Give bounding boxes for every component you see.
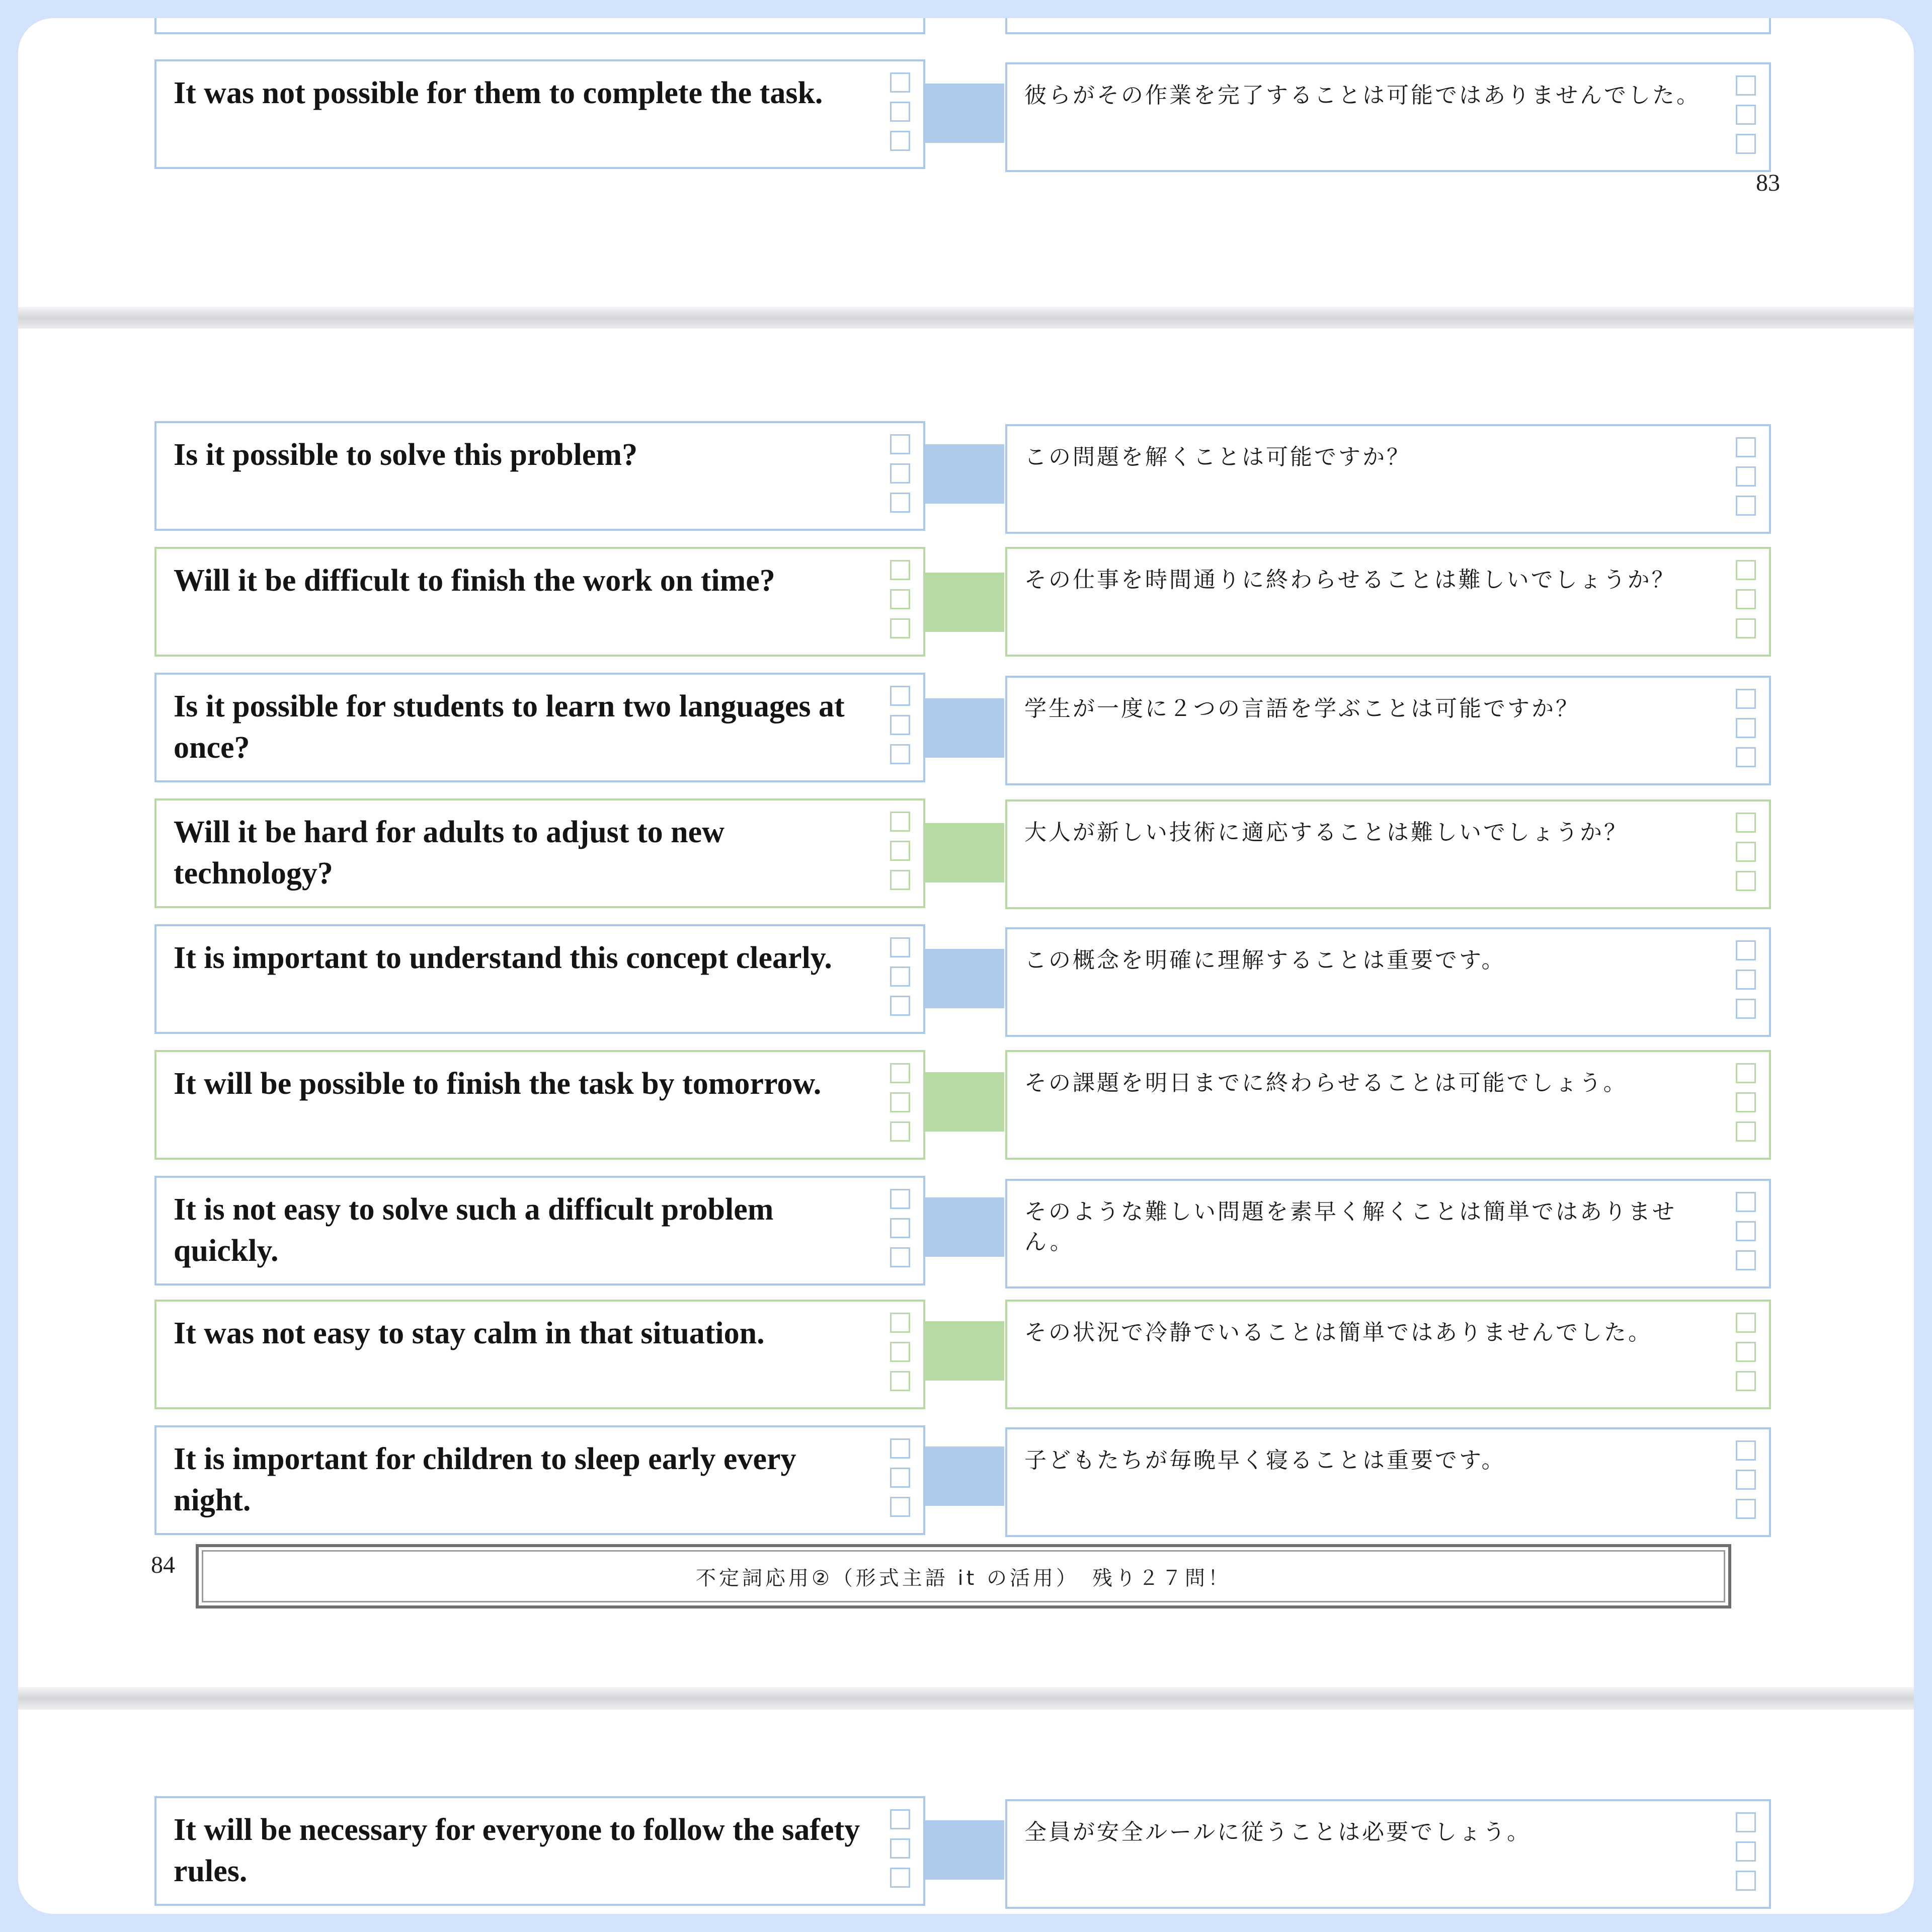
check-box[interactable] (1736, 1192, 1756, 1212)
connector (925, 84, 1005, 143)
check-box[interactable] (1736, 1313, 1756, 1333)
check-box[interactable] (1736, 1221, 1756, 1241)
check-box[interactable] (890, 1468, 910, 1488)
check-box[interactable] (1736, 747, 1756, 767)
connector (925, 1446, 1005, 1506)
connector (925, 1072, 1005, 1132)
check-box[interactable] (1736, 813, 1756, 833)
check-box[interactable] (890, 463, 910, 484)
english-sentence: It will be possible to finish the task by tomorrow. (174, 1067, 822, 1101)
check-box[interactable] (1736, 589, 1756, 609)
japanese-sentence-card (1005, 1300, 1771, 1409)
page-84 (18, 329, 1914, 1687)
check-box[interactable] (890, 1121, 910, 1142)
english-sentence-card (154, 1300, 925, 1409)
check-box[interactable] (890, 1189, 910, 1209)
checkbox-group (890, 686, 912, 764)
check-box[interactable] (1736, 1063, 1756, 1083)
check-box[interactable] (890, 996, 910, 1016)
japanese-sentence: 彼らがその作業を完了することは可能ではありませんでした。 (1024, 83, 1701, 108)
document-viewer[interactable] (18, 18, 1914, 1914)
check-box[interactable] (890, 434, 910, 454)
check-box[interactable] (890, 1868, 910, 1888)
check-box[interactable] (890, 744, 910, 764)
check-box[interactable] (1736, 970, 1756, 990)
check-box[interactable] (890, 589, 910, 609)
check-box[interactable] (1736, 1121, 1756, 1142)
japanese-sentence-card (1005, 927, 1771, 1037)
connector (925, 573, 1005, 632)
japanese-sentence-card (1005, 547, 1771, 657)
check-box[interactable] (1736, 1440, 1756, 1461)
check-box[interactable] (890, 870, 910, 890)
checkbox-group (890, 1313, 912, 1391)
japanese-sentence: その状況で冷静でいることは簡単ではありませんでした。 (1024, 1320, 1652, 1345)
japanese-sentence-card (1005, 1427, 1771, 1537)
connector (925, 1321, 1005, 1381)
check-box[interactable] (890, 493, 910, 513)
checkbox-group (890, 72, 912, 151)
check-box[interactable] (1736, 1812, 1756, 1832)
check-box[interactable] (1736, 842, 1756, 862)
japanese-sentence: その仕事を時間通りに終わらせることは難しいでしょうか？ (1024, 567, 1676, 593)
check-box[interactable] (1736, 1371, 1756, 1391)
page-divider (18, 1687, 1914, 1710)
check-box[interactable] (890, 1809, 910, 1829)
checkbox-group (1736, 689, 1758, 767)
check-box[interactable] (890, 102, 910, 122)
check-box[interactable] (890, 618, 910, 638)
checkbox-group (1736, 940, 1758, 1019)
check-box[interactable] (890, 72, 910, 93)
check-box[interactable] (890, 1838, 910, 1859)
japanese-sentence-card (1005, 1799, 1771, 1909)
english-sentence-card (154, 798, 925, 908)
page-85 (18, 1710, 1914, 1914)
checkbox-group (1736, 1063, 1758, 1142)
english-sentence-card (154, 547, 925, 657)
japanese-sentence: この問題を解くことは可能ですか？ (1024, 444, 1411, 470)
card-jp-partial (1005, 18, 1771, 34)
connector (925, 444, 1005, 504)
check-box[interactable] (890, 1438, 910, 1459)
page-number: 83 (1756, 170, 1780, 196)
check-box[interactable] (1736, 75, 1756, 96)
japanese-sentence-card (1005, 424, 1771, 534)
check-box[interactable] (1736, 1871, 1756, 1891)
japanese-sentence: 全員が安全ルールに従うことは必要でしょう。 (1024, 1819, 1532, 1845)
english-sentence-card (154, 1050, 925, 1160)
checkbox-group (890, 560, 912, 638)
japanese-sentence: そのような難しい問題を素早く解くことは簡単ではありません。 (1024, 1199, 1676, 1255)
checkbox-group (1736, 75, 1758, 154)
check-box[interactable] (890, 1092, 910, 1112)
japanese-sentence-card (1005, 799, 1771, 909)
card-en-partial (154, 18, 925, 34)
check-box[interactable] (890, 1371, 910, 1391)
japanese-sentence-card (1005, 1050, 1771, 1160)
english-sentence: It is important for children to sleep early every night. (174, 1442, 796, 1517)
connector (925, 1197, 1005, 1257)
check-box[interactable] (890, 131, 910, 151)
check-box[interactable] (1736, 1470, 1756, 1490)
connector (925, 1820, 1005, 1880)
checkbox-group (1736, 813, 1758, 891)
english-sentence: It is important to understand this concept clearly. (174, 941, 832, 975)
japanese-sentence: 子どもたちが毎晩早く寝ることは重要です。 (1024, 1447, 1506, 1473)
check-box[interactable] (890, 560, 910, 580)
check-box[interactable] (890, 812, 910, 832)
section-banner (196, 1544, 1731, 1608)
page-divider (18, 307, 1914, 330)
checkbox-group (890, 1063, 912, 1142)
checkbox-group (890, 434, 912, 513)
checkbox-group (890, 1438, 912, 1517)
check-box[interactable] (890, 715, 910, 735)
check-box[interactable] (1736, 496, 1756, 516)
checkbox-group (890, 812, 912, 890)
check-box[interactable] (890, 1342, 910, 1362)
connector (925, 823, 1005, 882)
check-box[interactable] (890, 1218, 910, 1238)
check-box[interactable] (1736, 1841, 1756, 1862)
japanese-sentence: 学生が一度に２つの言語を学ぶことは可能ですか？ (1024, 696, 1580, 721)
check-box[interactable] (1736, 618, 1756, 638)
check-box[interactable] (1736, 105, 1756, 125)
check-box[interactable] (1736, 1499, 1756, 1519)
check-box[interactable] (1736, 1092, 1756, 1112)
check-box[interactable] (1736, 718, 1756, 738)
english-sentence-card (154, 673, 925, 782)
english-sentence: Is it possible to solve this problem? (174, 438, 638, 472)
english-sentence: It was not easy to stay calm in that situation. (174, 1316, 765, 1350)
check-box[interactable] (1736, 466, 1756, 487)
check-box[interactable] (1736, 871, 1756, 891)
checkbox-group (890, 1809, 912, 1888)
banner-text: 不定詞応用②（形式主語 it の活用） 残り２７問！ (695, 1566, 1232, 1590)
check-box[interactable] (890, 1497, 910, 1517)
english-sentence: Is it possible for students to learn two languages at once? (174, 689, 845, 765)
english-sentence-card (154, 1425, 925, 1535)
checkbox-group (1736, 1812, 1758, 1891)
checkbox-group (1736, 1313, 1758, 1391)
check-box[interactable] (1736, 437, 1756, 457)
checkbox-group (890, 1189, 912, 1267)
japanese-sentence: この概念を明確に理解することは重要です。 (1024, 947, 1506, 973)
check-box[interactable] (1736, 1342, 1756, 1362)
check-box[interactable] (1736, 940, 1756, 960)
page-83 (18, 18, 1914, 307)
check-box[interactable] (890, 841, 910, 861)
check-box[interactable] (890, 686, 910, 706)
check-box[interactable] (1736, 689, 1756, 709)
checkbox-group (1736, 1192, 1758, 1270)
check-box[interactable] (890, 1247, 910, 1267)
english-sentence: Will it be hard for adults to adjust to new technology? (174, 815, 725, 891)
japanese-sentence: その課題を明日までに終わらせることは可能でしょう。 (1024, 1070, 1628, 1096)
english-sentence: Will it be difficult to finish the work on time? (174, 564, 775, 598)
check-box[interactable] (890, 1313, 910, 1333)
japanese-sentence: 大人が新しい技術に適応することは難しいでしょうか？ (1024, 820, 1628, 845)
english-sentence: It is not easy to solve such a difficult problem quickly. (174, 1192, 774, 1268)
japanese-sentence-card (1005, 62, 1771, 172)
english-sentence-card (154, 924, 925, 1034)
check-box[interactable] (1736, 134, 1756, 154)
checkbox-group (1736, 560, 1758, 638)
check-box[interactable] (1736, 560, 1756, 580)
english-sentence: It was not possible for them to complete the task. (174, 76, 823, 110)
japanese-sentence-card (1005, 1179, 1771, 1289)
japanese-sentence-card (1005, 676, 1771, 785)
checkbox-group (1736, 437, 1758, 516)
page-number: 84 (151, 1552, 175, 1578)
checkbox-group (1736, 1440, 1758, 1519)
english-sentence: It will be necessary for everyone to follow the safety rules. (174, 1813, 860, 1888)
checkbox-group (890, 937, 912, 1016)
connector (925, 698, 1005, 758)
english-sentence-card (154, 421, 925, 531)
english-sentence-card (154, 59, 925, 169)
english-sentence-card (154, 1796, 925, 1906)
check-box[interactable] (890, 1063, 910, 1083)
connector (925, 949, 1005, 1008)
english-sentence-card (154, 1176, 925, 1285)
check-box[interactable] (890, 937, 910, 957)
check-box[interactable] (1736, 1250, 1756, 1270)
check-box[interactable] (890, 967, 910, 987)
check-box[interactable] (1736, 999, 1756, 1019)
